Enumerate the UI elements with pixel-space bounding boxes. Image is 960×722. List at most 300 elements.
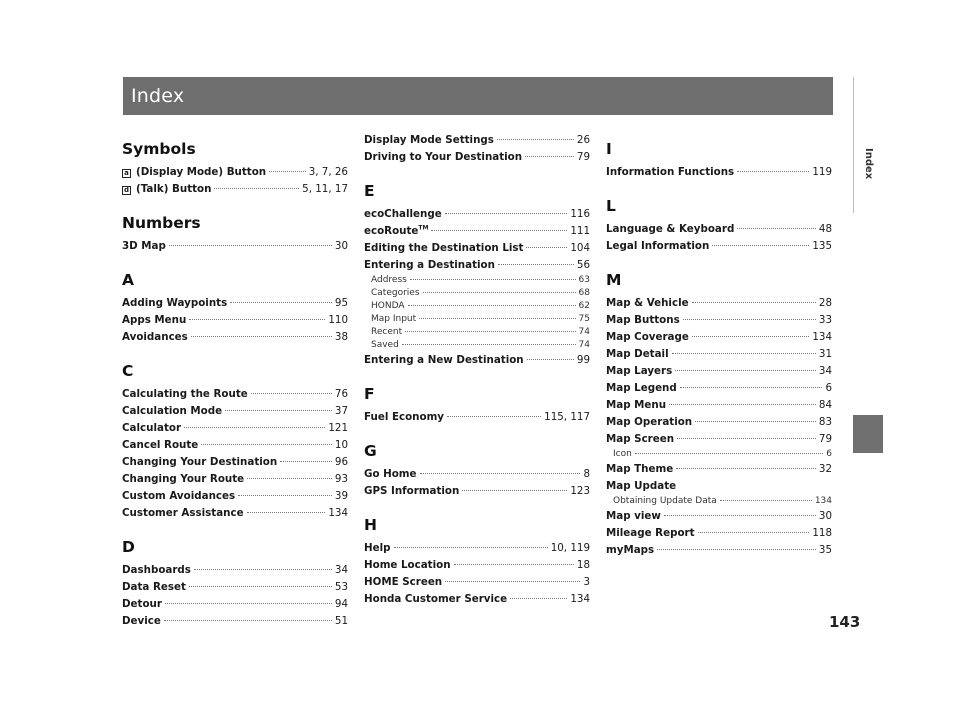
index-entry[interactable] bbox=[606, 164, 832, 181]
entry-label bbox=[122, 613, 161, 630]
index-subentry[interactable] bbox=[606, 448, 832, 461]
entry-label bbox=[364, 483, 459, 500]
entry-label bbox=[606, 221, 734, 238]
section-heading: L bbox=[606, 197, 616, 215]
entry-label bbox=[364, 409, 444, 426]
entry-label bbox=[364, 149, 522, 166]
dot-leader bbox=[402, 344, 576, 345]
entry-label bbox=[606, 312, 680, 329]
index-entry[interactable] bbox=[606, 221, 832, 238]
index-entry[interactable] bbox=[364, 223, 590, 240]
section-heading: H bbox=[364, 516, 377, 534]
index-section bbox=[122, 534, 348, 630]
entry-text: Adding Waypoints bbox=[122, 297, 228, 309]
entry-pages[interactable]: 119 bbox=[812, 166, 832, 178]
entry-label bbox=[371, 313, 416, 326]
entry-label bbox=[122, 471, 244, 488]
dot-leader bbox=[165, 603, 332, 604]
entry-text: (Talk) Button bbox=[136, 183, 212, 195]
entry-pages[interactable]: 74 bbox=[578, 327, 590, 337]
dot-leader bbox=[247, 512, 326, 513]
index-entry[interactable] bbox=[606, 461, 832, 478]
index-entry[interactable] bbox=[122, 164, 348, 181]
index-entry[interactable] bbox=[606, 542, 832, 559]
entry-pages[interactable]: 134 bbox=[570, 593, 590, 605]
index-entry[interactable] bbox=[364, 574, 590, 591]
index-entry[interactable] bbox=[122, 181, 348, 198]
entry-text: Map Update bbox=[606, 480, 677, 492]
entry-text: 3D Map bbox=[122, 240, 166, 252]
index-entry[interactable] bbox=[364, 132, 590, 149]
side-marker-block bbox=[853, 415, 883, 453]
index-entry[interactable] bbox=[606, 238, 832, 255]
entry-pages[interactable]: 38 bbox=[334, 331, 348, 343]
index-column-2 bbox=[364, 132, 590, 608]
entry-label bbox=[364, 574, 442, 591]
side-tab-label: Index bbox=[863, 148, 874, 180]
side-tab bbox=[853, 77, 881, 213]
dot-leader bbox=[712, 245, 809, 246]
entry-pages[interactable]: 75 bbox=[578, 314, 590, 324]
entry-text: Changing Your Route bbox=[122, 473, 245, 485]
dot-leader bbox=[431, 230, 567, 231]
entry-text: Recent bbox=[371, 327, 403, 337]
index-entry[interactable] bbox=[122, 488, 348, 505]
entry-pages[interactable]: 96 bbox=[334, 456, 348, 468]
entry-text: Map Coverage bbox=[606, 331, 689, 343]
entry-pages[interactable]: 5, 11, 17 bbox=[302, 183, 348, 195]
index-entry[interactable] bbox=[606, 478, 832, 495]
dot-leader bbox=[680, 387, 823, 388]
entry-pages[interactable]: 33 bbox=[818, 314, 832, 326]
entry-label bbox=[122, 386, 248, 403]
entry-text: Map Theme bbox=[606, 463, 674, 475]
entry-pages[interactable]: 110 bbox=[328, 314, 348, 326]
entry-pages[interactable]: 111 bbox=[570, 225, 590, 237]
dot-leader bbox=[664, 515, 816, 516]
index-entry[interactable] bbox=[122, 613, 348, 630]
entry-text: Detour bbox=[122, 598, 162, 610]
entry-text: Dashboards bbox=[122, 564, 191, 576]
index-entry[interactable] bbox=[606, 329, 832, 346]
dot-leader bbox=[201, 444, 332, 445]
entry-text: Avoidances bbox=[122, 331, 188, 343]
entry-label bbox=[364, 206, 442, 223]
dot-leader bbox=[419, 318, 575, 319]
entry-text: Map & Vehicle bbox=[606, 297, 689, 309]
entry-pages[interactable]: 53 bbox=[334, 581, 348, 593]
entry-pages[interactable]: 135 bbox=[812, 240, 832, 252]
entry-label bbox=[371, 300, 405, 313]
dot-leader bbox=[405, 331, 575, 332]
dot-leader bbox=[527, 359, 574, 360]
entry-pages[interactable]: 93 bbox=[334, 473, 348, 485]
entry-label bbox=[364, 132, 494, 149]
entry-label bbox=[606, 363, 672, 380]
entry-pages[interactable]: 84 bbox=[818, 399, 832, 411]
index-entry[interactable] bbox=[122, 437, 348, 454]
section-heading: M bbox=[606, 271, 622, 289]
entry-text: Apps Menu bbox=[122, 314, 187, 326]
dot-leader bbox=[720, 500, 812, 501]
index-entry[interactable] bbox=[364, 257, 590, 274]
index-entry[interactable] bbox=[364, 149, 590, 166]
entry-pages[interactable]: 134 bbox=[814, 496, 832, 506]
index-title-banner bbox=[123, 77, 833, 115]
entry-text: ecoChallenge bbox=[364, 208, 442, 220]
entry-text: Address bbox=[371, 275, 407, 285]
entry-pages[interactable]: 74 bbox=[578, 340, 590, 350]
index-entry[interactable] bbox=[364, 206, 590, 223]
entry-text: ecoRoute bbox=[364, 225, 419, 237]
index-section bbox=[364, 178, 590, 369]
dot-leader bbox=[238, 495, 332, 496]
index-entry[interactable] bbox=[606, 508, 832, 525]
entry-label bbox=[122, 238, 166, 255]
entry-text: (Display Mode) Button bbox=[136, 166, 267, 178]
index-entry[interactable] bbox=[606, 346, 832, 363]
entry-label bbox=[364, 223, 428, 240]
dot-leader bbox=[194, 569, 332, 570]
entry-text: Changing Your Destination bbox=[122, 456, 278, 468]
entry-pages[interactable]: 118 bbox=[812, 527, 832, 539]
entry-pages[interactable]: 35 bbox=[818, 544, 832, 556]
index-entry[interactable] bbox=[606, 312, 832, 329]
index-entry[interactable] bbox=[364, 466, 590, 483]
index-entry[interactable] bbox=[122, 295, 348, 312]
dot-leader bbox=[191, 336, 332, 337]
entry-text: Display Mode Settings bbox=[364, 134, 494, 146]
entry-pages[interactable]: 6 bbox=[825, 382, 832, 394]
index-entry[interactable] bbox=[364, 540, 590, 557]
entry-pages[interactable]: 8 bbox=[583, 468, 590, 480]
entry-text: Map Buttons bbox=[606, 314, 680, 326]
index-subentry[interactable] bbox=[364, 274, 590, 287]
entry-pages[interactable]: 62 bbox=[578, 301, 590, 311]
entry-label bbox=[122, 295, 227, 312]
dot-leader bbox=[672, 353, 816, 354]
entry-pages[interactable]: 63 bbox=[578, 275, 590, 285]
entry-text: Map Detail bbox=[606, 348, 669, 360]
dot-leader bbox=[164, 620, 332, 621]
entry-text: Categories bbox=[371, 288, 420, 298]
page-title: Index bbox=[131, 85, 185, 107]
index-subentry[interactable] bbox=[364, 300, 590, 313]
entry-text: Home Location bbox=[364, 559, 451, 571]
entry-pages[interactable]: 32 bbox=[818, 463, 832, 475]
entry-pages[interactable]: 37 bbox=[334, 405, 348, 417]
entry-label bbox=[606, 346, 669, 363]
entry-text: Fuel Economy bbox=[364, 411, 445, 423]
entry-label bbox=[364, 540, 391, 557]
entry-text: Obtaining Update Data bbox=[613, 496, 717, 506]
entry-text: Custom Avoidances bbox=[122, 490, 236, 502]
entry-pages[interactable]: 94 bbox=[334, 598, 348, 610]
index-entry[interactable] bbox=[364, 557, 590, 574]
entry-label bbox=[371, 326, 402, 339]
entry-text: Calculator bbox=[122, 422, 182, 434]
entry-label bbox=[606, 525, 695, 542]
entry-label bbox=[122, 437, 198, 454]
dot-leader bbox=[247, 478, 332, 479]
entry-pages[interactable]: 79 bbox=[818, 433, 832, 445]
entry-text: Customer Assistance bbox=[122, 507, 244, 519]
index-entry[interactable] bbox=[122, 403, 348, 420]
entry-pages[interactable]: 34 bbox=[818, 365, 832, 377]
entry-pages[interactable]: 48 bbox=[818, 223, 832, 235]
dot-leader bbox=[280, 461, 332, 462]
dot-leader bbox=[420, 473, 581, 474]
index-entry[interactable] bbox=[364, 240, 590, 257]
dot-leader bbox=[394, 547, 548, 548]
entry-label bbox=[364, 352, 524, 369]
index-entry[interactable] bbox=[122, 386, 348, 403]
entry-label bbox=[122, 454, 277, 471]
entry-label bbox=[613, 495, 717, 508]
index-entry[interactable] bbox=[122, 579, 348, 596]
entry-text: Go Home bbox=[364, 468, 417, 480]
entry-text: Map Legend bbox=[606, 382, 677, 394]
section-heading: F bbox=[364, 385, 375, 403]
dot-leader bbox=[683, 319, 816, 320]
entry-text: Map Operation bbox=[606, 416, 693, 428]
entry-pages[interactable]: 68 bbox=[578, 288, 590, 298]
entry-text: Data Reset bbox=[122, 581, 186, 593]
dot-leader bbox=[498, 264, 574, 265]
index-entry[interactable] bbox=[606, 295, 832, 312]
index-entry[interactable] bbox=[122, 596, 348, 613]
entry-text: Language & Keyboard bbox=[606, 223, 735, 235]
section-heading: Symbols bbox=[122, 140, 196, 158]
entry-text: Saved bbox=[371, 340, 399, 350]
index-subentry[interactable] bbox=[364, 287, 590, 300]
entry-text: GPS Information bbox=[364, 485, 460, 497]
entry-label bbox=[122, 403, 222, 420]
index-subentry[interactable] bbox=[364, 326, 590, 339]
dot-leader bbox=[737, 171, 809, 172]
entry-pages[interactable]: 76 bbox=[334, 388, 348, 400]
entry-text: Calculating the Route bbox=[122, 388, 248, 400]
dot-leader bbox=[189, 319, 325, 320]
entry-pages[interactable]: 10 bbox=[334, 439, 348, 451]
index-entry[interactable] bbox=[364, 591, 590, 608]
dot-leader bbox=[737, 228, 816, 229]
entry-pages[interactable]: 115, 117 bbox=[544, 411, 590, 423]
entry-label bbox=[606, 508, 661, 525]
index-section bbox=[364, 381, 590, 426]
section-heading: Numbers bbox=[122, 214, 201, 232]
index-column-1 bbox=[122, 132, 348, 630]
entry-text: Editing the Destination List bbox=[364, 242, 524, 254]
entry-label bbox=[606, 542, 654, 559]
entry-text: Entering a Destination bbox=[364, 259, 495, 271]
entry-label bbox=[122, 164, 266, 181]
index-section bbox=[122, 136, 348, 198]
entry-label bbox=[613, 448, 632, 461]
dot-leader bbox=[698, 532, 810, 533]
index-section bbox=[606, 136, 832, 181]
index-entry[interactable] bbox=[122, 471, 348, 488]
entry-text: myMaps bbox=[606, 544, 655, 556]
entry-label bbox=[122, 420, 181, 437]
dot-leader bbox=[184, 427, 325, 428]
entry-pages[interactable]: 116 bbox=[570, 208, 590, 220]
entry-text: Information Functions bbox=[606, 166, 735, 178]
entry-label bbox=[122, 181, 211, 198]
dot-leader bbox=[408, 305, 576, 306]
index-section bbox=[606, 267, 832, 559]
index-entry[interactable] bbox=[606, 414, 832, 431]
entry-pages[interactable]: 134 bbox=[812, 331, 832, 343]
entry-pages[interactable]: 83 bbox=[818, 416, 832, 428]
index-column-3 bbox=[606, 132, 832, 559]
entry-label bbox=[606, 329, 689, 346]
dot-leader bbox=[225, 410, 332, 411]
index-entry[interactable] bbox=[122, 454, 348, 471]
entry-text: Map Layers bbox=[606, 365, 673, 377]
entry-label bbox=[364, 240, 523, 257]
dot-leader bbox=[214, 188, 299, 189]
entry-text: Map view bbox=[606, 510, 661, 522]
index-entry[interactable] bbox=[606, 363, 832, 380]
talk-icon: d bbox=[123, 186, 129, 194]
index-entry[interactable] bbox=[606, 397, 832, 414]
display-mode-icon: a bbox=[122, 169, 131, 178]
entry-text: Device bbox=[122, 615, 161, 627]
entry-text: Help bbox=[364, 542, 391, 554]
index-entry[interactable] bbox=[606, 525, 832, 542]
entry-pages[interactable]: 30 bbox=[818, 510, 832, 522]
dot-leader bbox=[189, 586, 332, 587]
entry-label bbox=[606, 431, 674, 448]
index-section bbox=[122, 358, 348, 522]
dot-leader bbox=[497, 139, 574, 140]
index-entry[interactable] bbox=[122, 312, 348, 329]
dot-leader bbox=[462, 490, 567, 491]
index-subentry[interactable] bbox=[364, 339, 590, 352]
entry-text: Cancel Route bbox=[122, 439, 199, 451]
entry-pages[interactable]: 121 bbox=[328, 422, 348, 434]
entry-pages[interactable]: 99 bbox=[576, 354, 590, 366]
dot-leader bbox=[676, 468, 816, 469]
dot-leader bbox=[230, 302, 332, 303]
entry-text: Map Menu bbox=[606, 399, 667, 411]
section-heading: A bbox=[122, 271, 134, 289]
dot-leader bbox=[525, 156, 574, 157]
entry-pages[interactable]: 6 bbox=[826, 449, 832, 459]
section-heading: C bbox=[122, 362, 134, 380]
entry-label bbox=[364, 557, 451, 574]
entry-pages[interactable]: 3, 7, 26 bbox=[308, 166, 348, 178]
entry-text: Honda Customer Service bbox=[364, 593, 508, 605]
entry-label bbox=[122, 596, 162, 613]
section-heading: I bbox=[606, 140, 612, 158]
entry-text: HONDA bbox=[371, 301, 405, 311]
dot-leader bbox=[635, 453, 823, 454]
section-heading: G bbox=[364, 442, 377, 460]
page-number: 143 bbox=[829, 613, 861, 631]
index-entry[interactable] bbox=[122, 505, 348, 522]
entry-text: Map Screen bbox=[606, 433, 675, 445]
dot-leader bbox=[526, 247, 567, 248]
index-section bbox=[122, 210, 348, 255]
entry-pages[interactable]: 18 bbox=[576, 559, 590, 571]
entry-label bbox=[122, 312, 186, 329]
index-entry[interactable] bbox=[364, 352, 590, 369]
dot-leader bbox=[677, 438, 816, 439]
index-section bbox=[364, 512, 590, 608]
entry-label bbox=[606, 461, 673, 478]
section-heading: E bbox=[364, 182, 375, 200]
entry-label bbox=[122, 562, 191, 579]
entry-pages[interactable]: 26 bbox=[576, 134, 590, 146]
entry-pages[interactable]: 3 bbox=[583, 576, 590, 588]
section-heading: D bbox=[122, 538, 135, 556]
index-entry[interactable] bbox=[364, 409, 590, 426]
index-entry[interactable] bbox=[606, 431, 832, 448]
entry-pages[interactable]: 30 bbox=[334, 240, 348, 252]
index-entry[interactable] bbox=[122, 420, 348, 437]
entry-text: Mileage Report bbox=[606, 527, 695, 539]
index-entry[interactable] bbox=[122, 238, 348, 255]
index-entry[interactable] bbox=[606, 380, 832, 397]
dot-leader bbox=[692, 302, 816, 303]
entry-pages[interactable]: 31 bbox=[818, 348, 832, 360]
entry-label bbox=[122, 488, 235, 505]
index-entry[interactable] bbox=[364, 483, 590, 500]
dot-leader bbox=[695, 421, 816, 422]
entry-text: Legal Information bbox=[606, 240, 710, 252]
entry-text: Entering a New Destination bbox=[364, 354, 524, 366]
entry-label bbox=[364, 466, 417, 483]
entry-pages[interactable]: 39 bbox=[334, 490, 348, 502]
entry-pages[interactable]: 10, 119 bbox=[550, 542, 590, 554]
index-entry[interactable] bbox=[122, 562, 348, 579]
entry-label bbox=[606, 478, 676, 495]
dot-leader bbox=[675, 370, 816, 371]
index-entry[interactable] bbox=[122, 329, 348, 346]
entry-text: Driving to Your Destination bbox=[364, 151, 523, 163]
index-subentry[interactable] bbox=[606, 495, 832, 508]
entry-label bbox=[606, 397, 666, 414]
index-section bbox=[122, 267, 348, 346]
entry-label bbox=[371, 287, 420, 300]
entry-pages[interactable]: 56 bbox=[576, 259, 590, 271]
entry-pages[interactable]: 104 bbox=[570, 242, 590, 254]
entry-pages[interactable]: 134 bbox=[328, 507, 348, 519]
entry-pages[interactable]: 51 bbox=[334, 615, 348, 627]
entry-label bbox=[606, 414, 692, 431]
entry-pages[interactable]: 34 bbox=[334, 564, 348, 576]
dot-leader bbox=[410, 279, 576, 280]
index-subentry[interactable] bbox=[364, 313, 590, 326]
dot-leader bbox=[454, 564, 574, 565]
entry-label bbox=[364, 591, 507, 608]
entry-pages[interactable]: 79 bbox=[576, 151, 590, 163]
entry-label bbox=[606, 295, 689, 312]
index-section bbox=[364, 132, 590, 166]
entry-text: Icon bbox=[613, 449, 632, 459]
entry-pages[interactable]: 95 bbox=[334, 297, 348, 309]
dot-leader bbox=[423, 292, 576, 293]
entry-pages[interactable]: 28 bbox=[818, 297, 832, 309]
entry-label bbox=[606, 238, 709, 255]
entry-pages[interactable]: 123 bbox=[570, 485, 590, 497]
dot-leader bbox=[445, 213, 568, 214]
entry-label bbox=[122, 329, 188, 346]
entry-label bbox=[364, 257, 495, 274]
entry-label bbox=[371, 339, 399, 352]
